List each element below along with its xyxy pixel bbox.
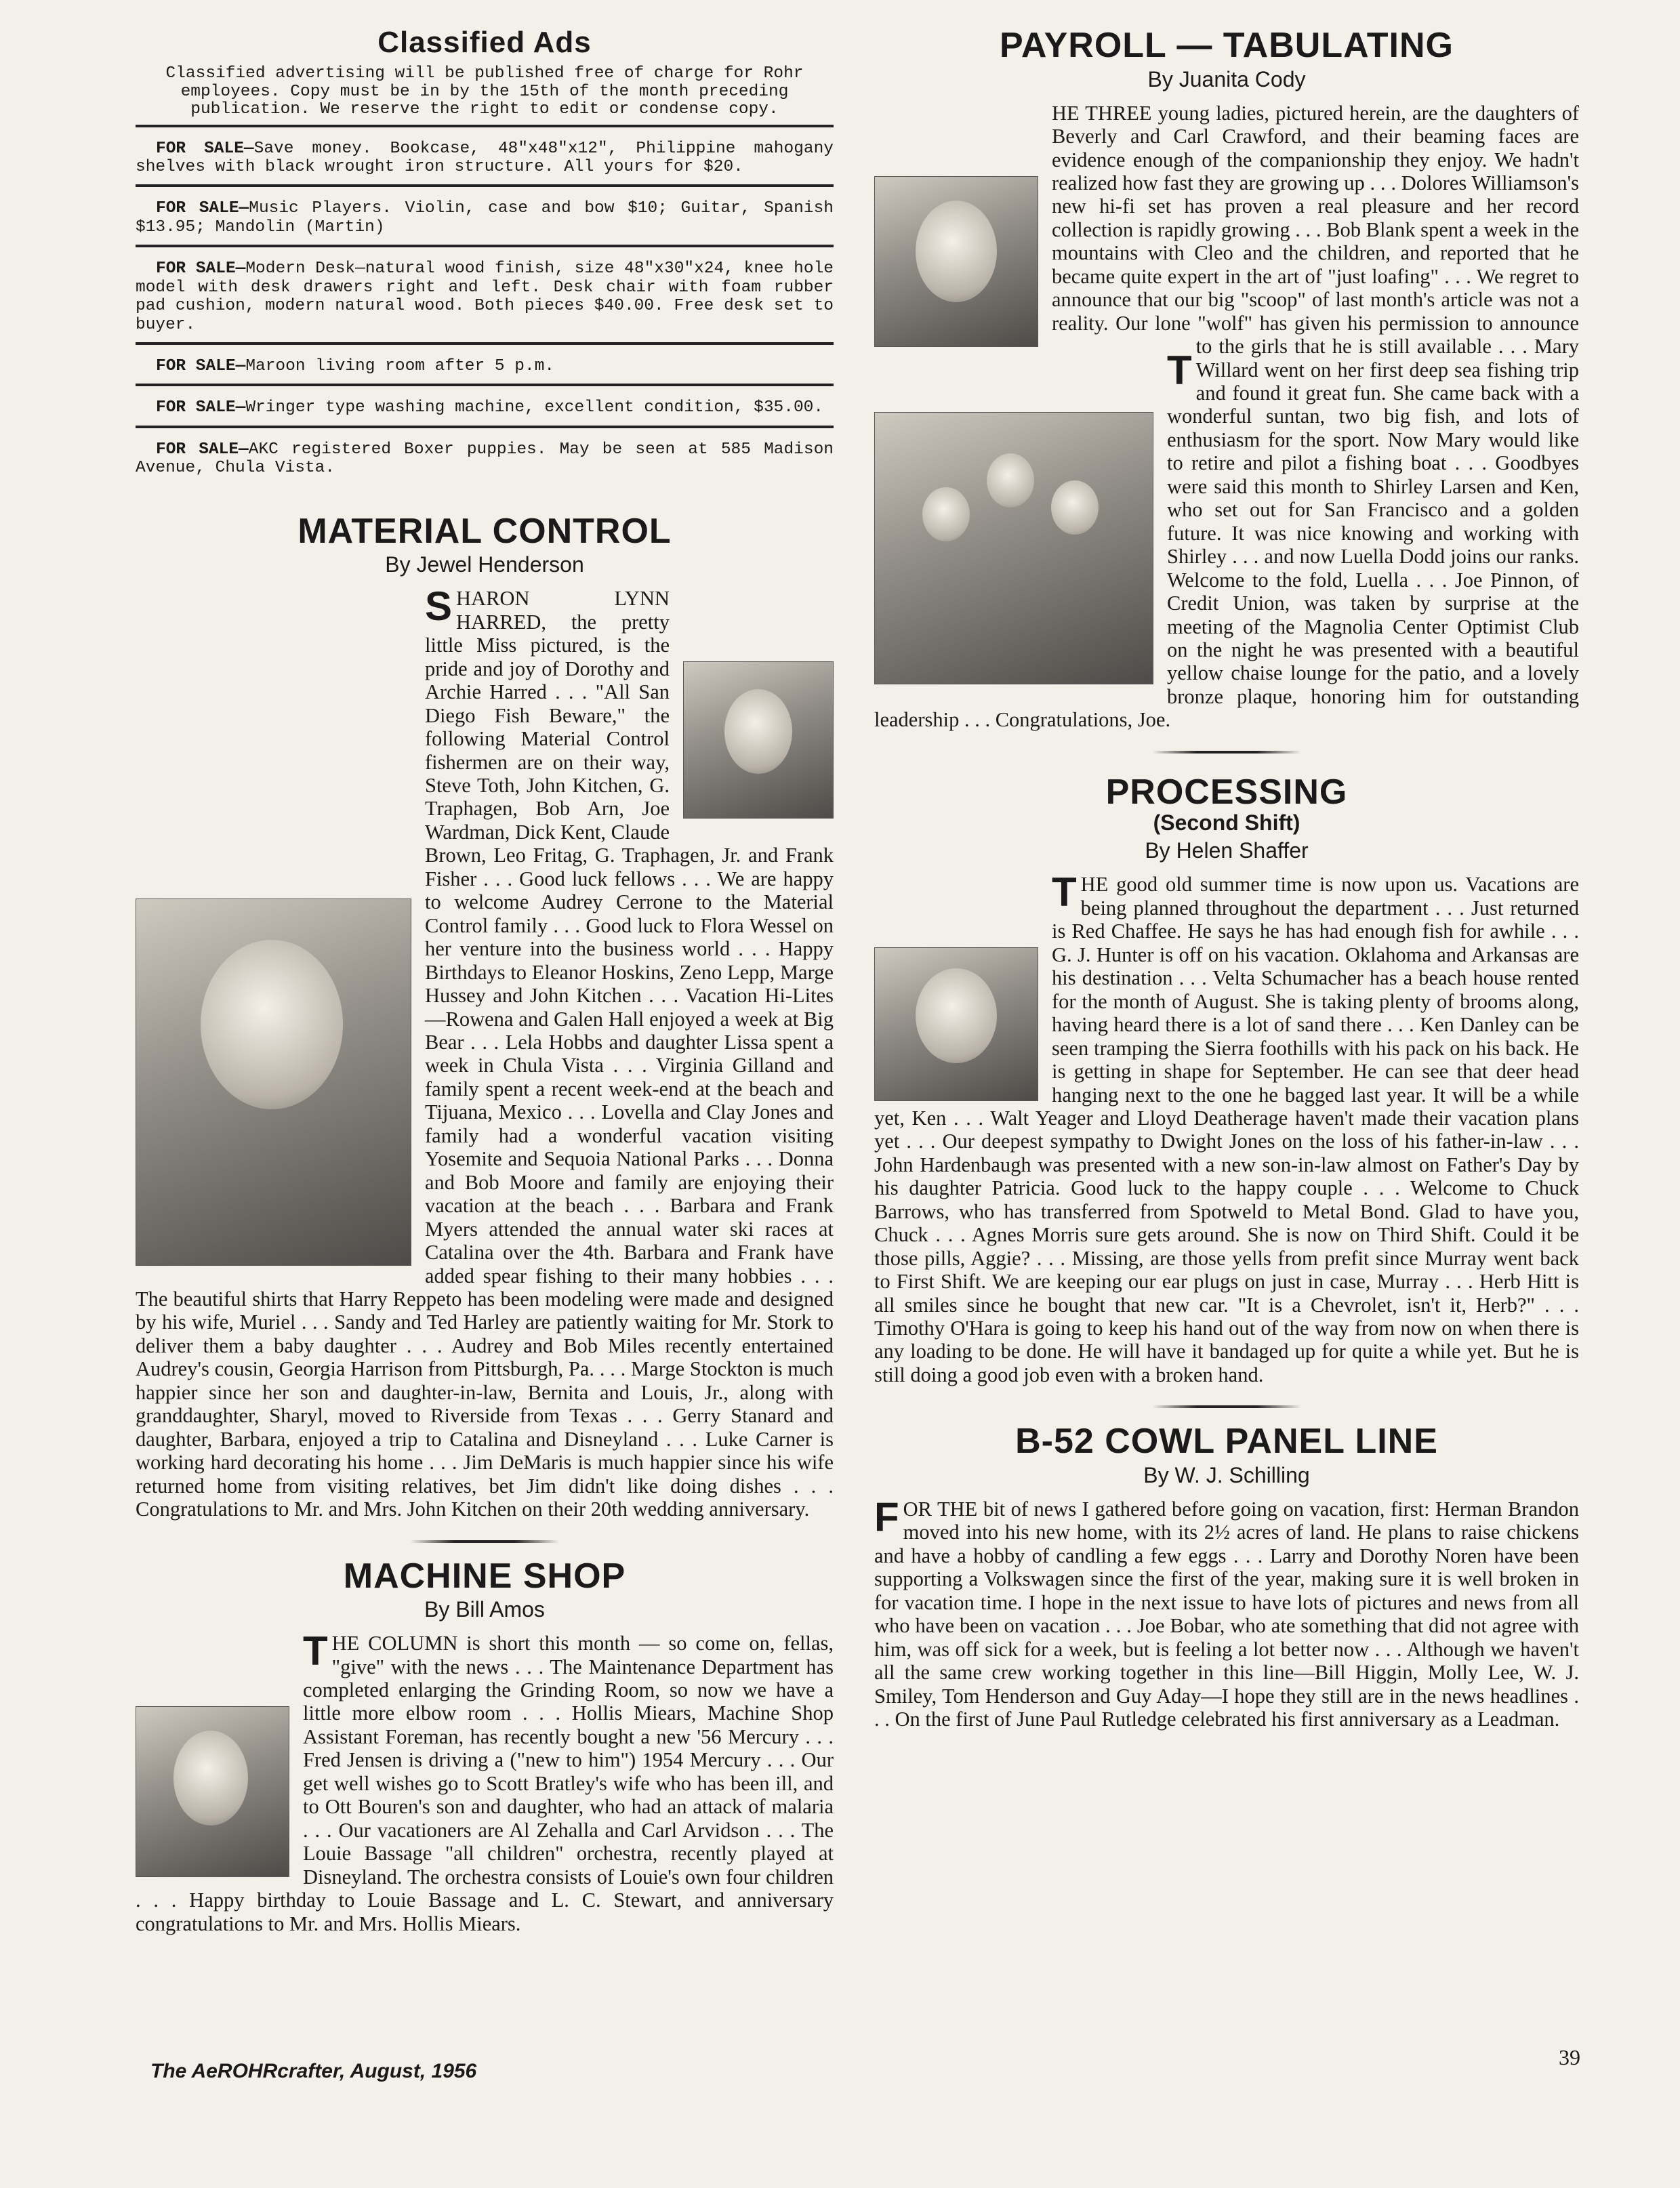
woman-portrait-photo [874,176,1038,347]
publication-footer: The AeROHRcrafter, August, 1956 [150,2060,477,2082]
ad-text: Maroon living room after 5 p.m. [245,357,555,376]
dropcap: T [303,1628,328,1674]
ad-lead: FOR SALE— [156,357,246,376]
machine-shop-byline: By Bill Amos [424,1597,545,1622]
cowl-panel-body [874,1493,1579,1731]
right-column [874,27,1579,1731]
machine-shop-title: MACHINE SHOP [343,1556,626,1596]
dropcap: T [1052,869,1077,915]
three-girls-photo [874,412,1153,684]
processing-text: HE good old summer time is now upon us. Vacations are being planned throughout the department . . . Just returned is Red Chaffee. He says he has had enough fish for awhile . . . G. J. Hunter is off on his vacation. Oklahoma and Arkansas are his destination . . . Velta Schumacher has a beach house rented for the month of August. She is taking plenty of brooms along, having heard there is a lot of sand there . . . Ken Danley can be seen tramping the Sierra foothills with his pack on his back. He is getting in shape for September. He can see that deer head hanging next to the one he bagged last year. It will be a while yet, Ken . . . Walt Yeager and Lloyd Deatherage haven't made their vacation plans yet . . . Our deepest sympathy to Dwight Jones on the loss of his father-in-law . . . John Hardenbaugh was presented with a new son-in-law almost on Father's Day by his daughter Patricia. Good luck to the happy couple . . . Welcome to Chuck Barrows, who has transferred from Spotweld to Metal Bond. Glad to have you, Chuck . . . Agnes Morris sure gets around. She is now on Third Shift. Could it be those pills, Aggie? . . . Missing, are those yells from prefit since Murray went back to First Shift. We are keeping our ear plugs on just in case, Murray . . . Herb Hitt is all smiles since he bought that new car. "It is a Chevrolet, isn't it, Herb?" . . . Timothy O'Hara is going to keep his hand out of the way from now on when there is any loading to be done. He will have it bandaged up for quite a while yet. But he is still doing a good job even with a broken hand. [874,873,1579,1386]
cowl-panel-title: B-52 COWL PANEL LINE [1015,1422,1438,1462]
cowl-panel-section [874,1423,1579,1731]
payroll-section [874,27,1579,732]
section-divider [410,1540,559,1543]
ad-text: Wringer type washing machine, excellent condition, $35.00. [245,398,824,417]
cowl-panel-byline: By W. J. Schilling [1143,1462,1310,1487]
cowl-panel-text: OR THE bit of news I gathered before going on vacation, first: Herman Brandon moved into his new home, with its 2½ acres of land. He plans to raise chickens and have a hobby of candling a few eggs . . . Larry and Dorothy Noren have been supporting a Volkswagen since the first of the year, making sure it is well broken in for vacation time. I hope in the next issue to have lots of pictures and news from all who have been on vacation . . . Joe Bobar, who ate something that did not agree with him, was off sick for a week, but is feeling a lot better now . . . Although we haven't all the same crew working together in this line—Bill Higgin, Molly Lee, W. J. Smiley, Tom Henderson and Guy Aday—I hope they still are in the news headlines . . . On the first of June Paul Rutledge celebrated his first anniversary as a Leadman. [874,1497,1579,1731]
section-divider [1152,751,1301,754]
classified-ad [136,384,834,425]
classified-ads-intro: Classified advertising will be published free of charge for Rohr employees. Copy must be in by the 15th of the month preceding publication. We reserve the right to edit or condense copy. [165,64,804,119]
processing-section [874,774,1579,1387]
classified-ad [136,245,834,342]
ad-lead: FOR SALE— [156,398,246,417]
child-portrait-photo [136,899,411,1266]
dropcap: F [874,1493,899,1540]
classified-ad [136,125,834,185]
ad-text: Music Players. Violin, case and bow $10; Guitar, Spanish $13.95; Mandolin (Martin) [136,199,834,236]
material-control-section [136,513,834,1521]
dropcap: S [425,583,453,629]
payroll-text: HE THREE young ladies, pictured herein, are the daughters of Beverly and Carl Crawford, and their beaming faces are evidence enough of the companionship they enjoy. We hadn't realized how fast they are growing up . . . Dolores Williamson's new hi-fi set has proven a real pleasure and her record collection is rapidly growing . . . Bob Blank spent a week in the mountains with Cleo and the children, and reported that he became quite expert in the art of "just loafing" . . . We regret to announce that our big "scoop" of last month's article was not a reality. Our lone "wolf" has given his permission to announce to the girls that he is still available . . . Mary Willard went on her first deep sea fishing trip and found it great fun. She came back with a wonderful suntan, two big fish, and lots of enthusiasm for the sport. Now Mary would like to retire and pilot a fishing boat . . . Goodbyes were said this month to Shirley Larsen and Ken, who set out for San Francisco and a golden future. It was nice knowing and working with Shirley . . . and now Luella Dodd joins our ranks. Welcome to the fold, Luella . . . Joe Pinnon, of Credit Union, was taken by surprise at the meeting of the Magnolia Center Optimist Club on the night he was presented with a beautiful yellow chaise lounge for the patio, and a lovely bronze plaque, honoring him for outstanding leadership . . . Congratulations, Joe. [874,101,1579,732]
ad-text: Modern Desk—natural wood finish, size 48"x30"x24, knee hole model with desk drawers right and left. Desk chair with foam rubber pad cushion, modern natural wood. Both pieces $40.00. Free desk set to buyer. [136,260,834,334]
page-number: 39 [1559,2045,1580,2069]
classified-ad [136,184,834,245]
man-portrait-photo [136,1706,289,1877]
ad-lead: FOR SALE— [156,440,249,459]
ad-lead: FOR SALE— [156,199,249,218]
machine-shop-text: HE COLUMN is short this month — so come on, fellas, "give" with the news . . . The Maintenance Department has completed enlarging the Grinding Room, so now we have a little more elbow room . . . Hollis Miears, Machine Shop Assistant Foreman, has recently bought a new '56 Mercury . . . Fred Jensen is driving a ("new to him") 1954 Mercury . . . Our get well wishes go to Scott Bratley's wife who has been ill, and to Ott Bouren's son and daughter, who had an attack of malaria . . . Our vacationers are Al Zehalla and Carl Arvidson . . . The Louie Bassage "all children" orchestra, recently played at Disneyland. The orchestra consists of Louie's own four children . . . Happy birthday to Louie Bassage and L. C. Stewart, and anniversary congratulations to Mr. and Mrs. Hollis Miears. [136,1632,834,1935]
material-control-title: MATERIAL CONTROL [298,511,672,551]
payroll-byline: By Juanita Cody [1147,66,1306,91]
payroll-title: PAYROLL — TABULATING [1000,26,1454,65]
left-column [136,27,834,1935]
processing-subtitle: (Second Shift) [1153,810,1300,835]
woman-portrait-photo [683,661,834,819]
ad-text: Save money. Bookcase, 48"x48"x12", Philippine mahogany shelves with black wrought iron structure. All yours for $20. [136,139,834,176]
ad-lead: FOR SALE— [156,139,254,158]
classified-ad [136,426,834,486]
dropcap: T [1167,347,1192,393]
material-control-text: HARON LYNN HARRED, the pretty little Miss pictured, is the pride and joy of Dorothy and Archie Harred . . . "All San Diego Fish Beware," the following Material Control fishermen are on their way, Steve Toth, John Kitchen, G. Traphagen, Bob Arn, Joe Wardman, Dick Kent, Claude Brown, Leo Fritag, G. Traphagen, Jr. and Frank Fisher . . . Good luck fellows . . . We are happy to welcome Audrey Cerrone to the Material Control family . . . Good luck to Flora Wessel on her venture into the business world . . . Happy Birthdays to Eleanor Hoskins, Zeno Lepp, Marge Hussey and John Kitchen . . . Vacation Hi-Lites—Rowena and Galen Hall enjoyed a week at Big Bear . . . Lela Hobbs and daughter Lissa spent a week in Chula Vista . . . Virginia Gilland and family spent a recent week-end at the beach and Tijuana, Mexico . . . Lovella and Clay Jones and family had a wonderful vacation visiting Yosemite and Sequoia National Parks . . . Donna and Bob Moore and family are enjoying their vacation at the beach . . . Barbara and Frank Myers attended the annual water ski races at Catalina over the 4th. Barbara and Frank have added spear fishing to their many hobbies . . . The beautiful shirts that Harry Reppeto has been modeling were made and designed by his wife, Muriel . . . Sandy and Ted Harley are patiently waiting for Mr. Stork to deliver them a baby daughter . . . Audrey and Bob Miles recently entertained Audrey's cousin, Georgia Harrison from Pittsburgh, Pa. . . . Marge Stockton is much happier since her son and daughter-in-law, Bernita and Louis, Jr., along with granddaughter, Sharyl, moved to Riverside from Texas . . . Gerry Stanard and daughter, Barbara, enjoyed a trip to Catalina and Disneyland . . . Luke Carner is working hard decorating his home . . . Jim DeMaris is much happier since his wife returned home from visiting relatives, bet Jim didn't like doing dishes . . . Congratulations to Mr. and Mrs. John Kitchen on their 20th wedding anniversary. [136,587,834,1521]
ad-lead: FOR SALE— [156,260,246,278]
classified-ads-section [136,27,834,486]
section-divider [1152,1405,1301,1408]
woman-portrait-photo [874,947,1038,1101]
ad-text: AKC registered Boxer puppies. May be seen at 585 Madison Avenue, Chula Vista. [136,440,834,478]
processing-byline: By Helen Shaffer [1145,838,1309,863]
processing-title: PROCESSING [1105,772,1348,812]
classified-ad [136,342,834,384]
machine-shop-section [136,1558,834,1935]
material-control-byline: By Jewel Henderson [385,552,584,577]
classified-ads-title: Classified Ads [377,26,592,59]
